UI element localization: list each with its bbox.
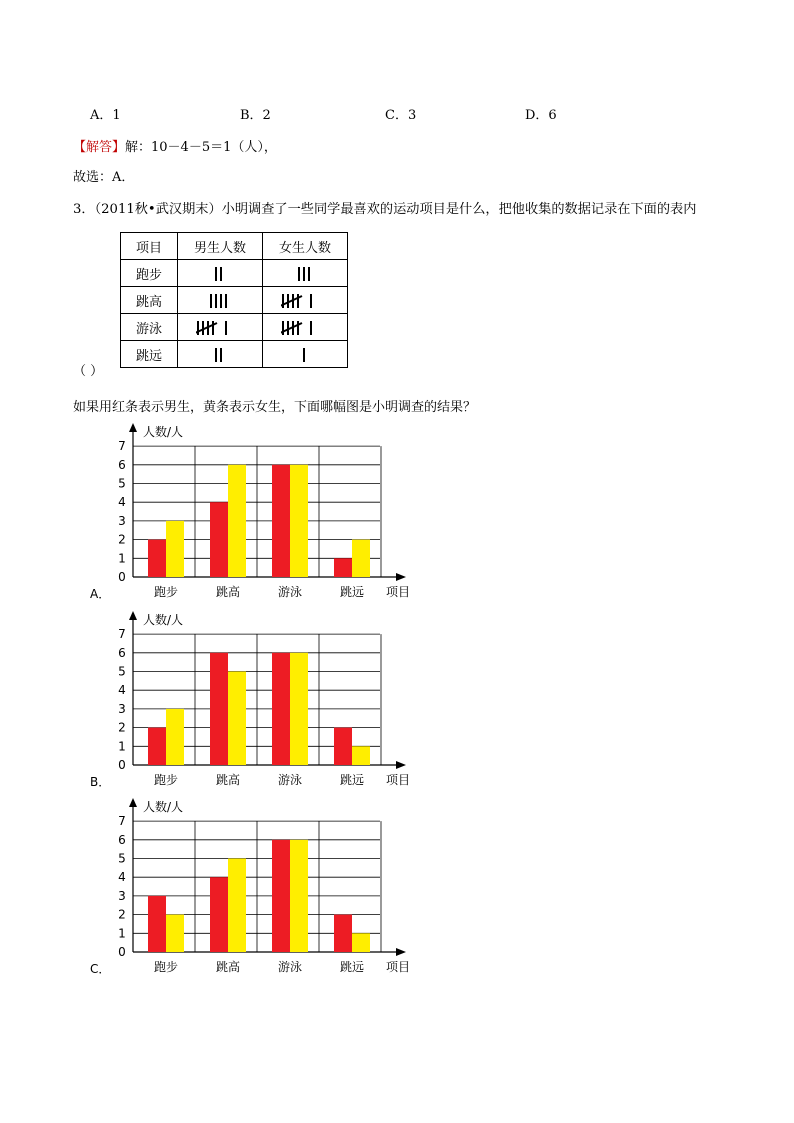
y-tick-label: 5 <box>118 664 126 679</box>
tally-marks <box>302 346 309 362</box>
bar-girls <box>228 859 246 953</box>
option-b: B．2 <box>240 108 271 123</box>
answer-blank: （ ） <box>73 364 104 379</box>
bar-boys <box>272 653 290 765</box>
y-tick-label: 0 <box>118 945 126 959</box>
x-axis-label: 项目 <box>386 960 411 974</box>
bar-girls <box>290 465 308 577</box>
table-cell-item: 跳远 <box>121 341 178 368</box>
answer-text: 解：10－4－5＝1（人）， <box>125 140 277 155</box>
y-tick-label: 3 <box>118 513 126 528</box>
tally-marks <box>214 265 226 281</box>
table-row <box>121 287 348 314</box>
table-cell-item: 游泳 <box>121 314 178 341</box>
tally-marks <box>297 265 314 281</box>
table-header: 女生人数 <box>263 233 348 260</box>
option-letter: A． <box>90 587 111 601</box>
y-tick-label: 7 <box>118 439 126 454</box>
y-tick-label: 0 <box>118 570 126 584</box>
tally-cell <box>263 314 348 341</box>
bar-girls <box>352 746 370 765</box>
table-header-row <box>121 233 348 260</box>
x-tick-label: 游泳 <box>277 585 303 599</box>
y-axis-arrow <box>129 798 137 807</box>
bar-boys <box>334 558 352 577</box>
y-tick-label: 6 <box>118 832 126 847</box>
y-tick-label: 1 <box>118 739 126 754</box>
bar-boys <box>210 877 228 952</box>
bar-boys <box>334 915 352 952</box>
table-header: 项目 <box>121 233 178 260</box>
y-tick-label: 4 <box>118 683 126 698</box>
x-tick-label: 跳远 <box>339 773 365 787</box>
table-cell-item: 跑步 <box>121 260 178 287</box>
tally-cell <box>178 287 263 314</box>
y-axis-arrow <box>129 611 137 620</box>
tally-marks <box>196 319 244 335</box>
answer-line <box>73 136 277 155</box>
x-tick-label: 跳高 <box>215 960 241 974</box>
tally-marks <box>214 346 226 362</box>
y-tick-label: 7 <box>118 814 126 829</box>
option-c: C．3 <box>385 108 417 123</box>
tally-cell <box>178 260 263 287</box>
x-tick-label: 跑步 <box>153 773 179 787</box>
y-tick-label: 4 <box>118 870 126 885</box>
bar-girls <box>290 840 308 952</box>
y-tick-label: 2 <box>118 532 126 547</box>
answer-tag: 【解答】 <box>73 140 126 155</box>
x-tick-label: 跳远 <box>339 960 365 974</box>
x-axis-arrow <box>396 948 406 956</box>
y-tick-label: 1 <box>118 551 126 566</box>
tally-marks <box>281 319 329 335</box>
tally-cell <box>263 287 348 314</box>
x-tick-label: 跑步 <box>153 960 179 974</box>
y-tick-label: 3 <box>118 888 126 903</box>
bar-girls <box>352 933 370 952</box>
choice-line: 故选：A． <box>73 170 135 185</box>
y-axis-label: 人数/人 <box>143 425 184 439</box>
table-row <box>121 341 348 368</box>
question-followup: 如果用红条表示男生，黄条表示女生，下面哪幅图是小明调查的结果？ <box>73 400 477 415</box>
x-tick-label: 游泳 <box>277 773 303 787</box>
y-tick-label: 2 <box>118 720 126 735</box>
bar-boys <box>334 728 352 765</box>
question-stem: 3．（2011秋•武汉期末）小明调查了一些同学最喜欢的运动项目是什么，把他收集的数据记录在下面的表内 <box>73 202 697 217</box>
y-tick-label: 1 <box>118 926 126 941</box>
y-tick-label: 2 <box>118 907 126 922</box>
y-tick-label: 5 <box>118 476 126 491</box>
tally-cell <box>178 341 263 368</box>
x-tick-label: 跑步 <box>153 585 179 599</box>
tally-cell <box>263 260 348 287</box>
option-a: A．1 <box>90 108 121 123</box>
bar-girls <box>290 653 308 765</box>
bar-boys <box>148 540 166 577</box>
bar-chart-c <box>0 795 440 980</box>
y-tick-label: 3 <box>118 701 126 716</box>
bar-chart-a <box>0 420 440 605</box>
table-row <box>121 260 348 287</box>
bar-boys <box>148 728 166 765</box>
tally-cell <box>178 314 263 341</box>
bar-boys <box>148 896 166 952</box>
y-tick-label: 4 <box>118 495 126 510</box>
bar-girls <box>166 915 184 952</box>
bar-boys <box>272 465 290 577</box>
y-axis-label: 人数/人 <box>143 613 184 627</box>
bar-girls <box>228 672 246 766</box>
tally-table <box>120 232 348 368</box>
bar-girls <box>166 521 184 577</box>
x-tick-label: 跳高 <box>215 773 241 787</box>
bar-girls <box>352 540 370 577</box>
x-axis-label: 项目 <box>386 585 411 599</box>
bar-boys <box>272 840 290 952</box>
bar-girls <box>166 709 184 765</box>
y-tick-label: 5 <box>118 851 126 866</box>
table-header: 男生人数 <box>178 233 263 260</box>
option-d: D．6 <box>525 108 557 123</box>
y-axis-arrow <box>129 423 137 432</box>
bar-chart-b <box>0 608 440 793</box>
x-axis-arrow <box>396 573 406 581</box>
bar-boys <box>210 653 228 765</box>
tally-marks <box>281 292 329 308</box>
option-letter: C． <box>90 962 111 976</box>
x-axis-arrow <box>396 761 406 769</box>
x-tick-label: 跳远 <box>339 585 365 599</box>
y-tick-label: 0 <box>118 758 126 772</box>
x-tick-label: 游泳 <box>277 960 303 974</box>
tally-cell <box>263 341 348 368</box>
y-tick-label: 7 <box>118 627 126 642</box>
tally-marks <box>209 292 231 308</box>
x-axis-label: 项目 <box>386 773 411 787</box>
y-tick-label: 6 <box>118 457 126 472</box>
table-row <box>121 314 348 341</box>
y-tick-label: 6 <box>118 645 126 660</box>
option-letter: B． <box>90 775 111 789</box>
x-tick-label: 跳高 <box>215 585 241 599</box>
table-cell-item: 跳高 <box>121 287 178 314</box>
bar-boys <box>210 502 228 577</box>
bar-girls <box>228 465 246 577</box>
y-axis-label: 人数/人 <box>143 800 184 814</box>
